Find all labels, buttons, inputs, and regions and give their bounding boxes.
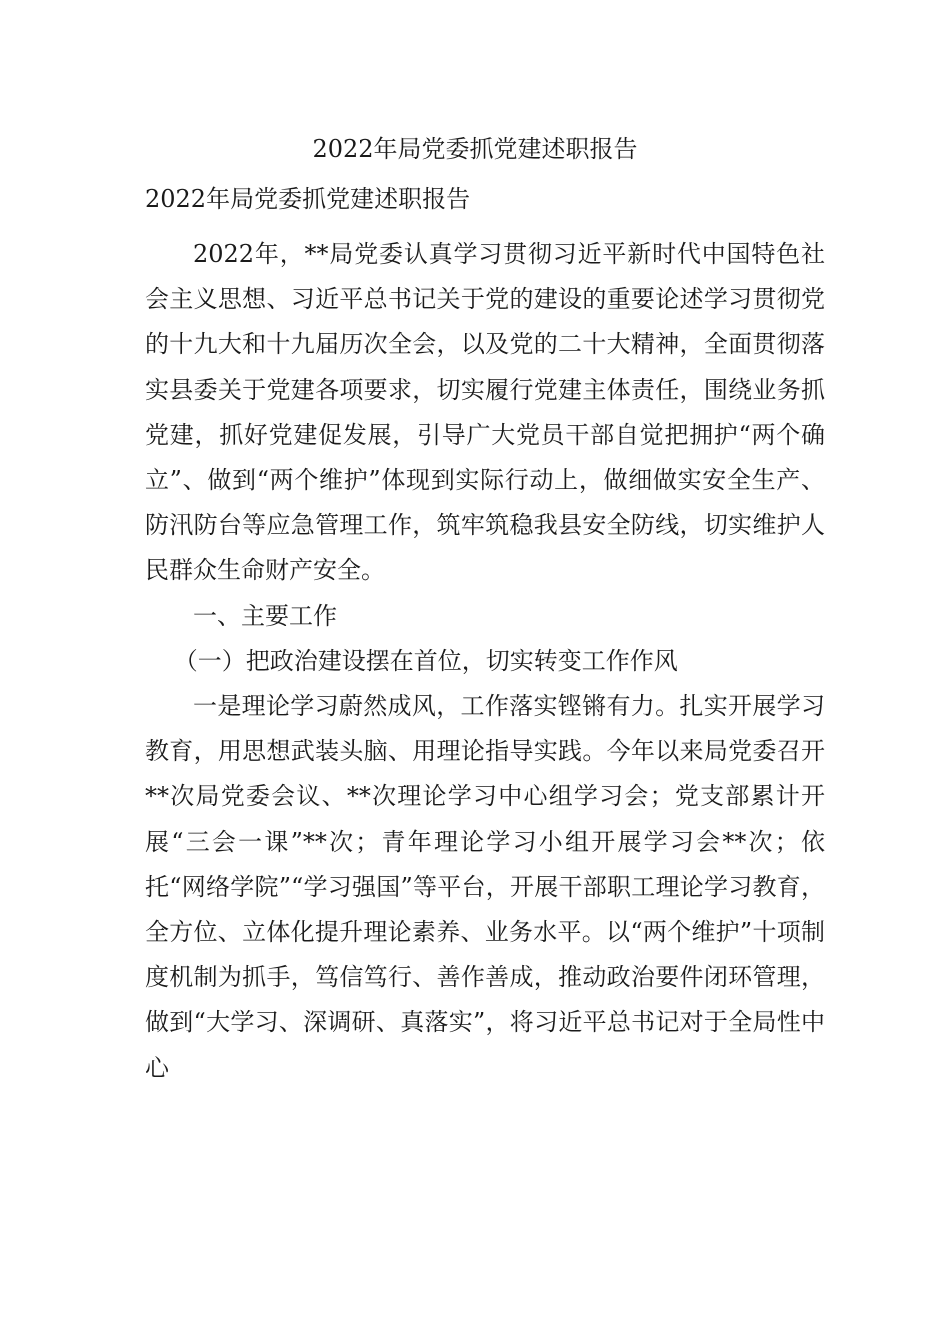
document-subtitle: 2022年局党委抓党建述职报告 [145, 185, 471, 213]
intro-paragraph: 2022年，**局党委认真学习贯彻习近平新时代中国特色社会主义思想、习近平总书记关于党的建设的重要论述学习贯彻党的十九大和十九届历次全会，以及党的二十大精神，全面贯彻落实县委关于党建各项要求，切实履行党建主体责任，围绕业务抓党建，抓好党建促发展，引导广大党员干部自觉把拥护“两个确立”、做到“两个维护”体现到实际行动上，做细做实安全生产、防汛防台等应急管理工作，筑牢筑稳我县安全防线，切实维护人民群众生命财产安全。 [145, 240, 825, 585]
section-heading: 一、主要工作 [193, 601, 337, 630]
body-paragraph: 一是理论学习蔚然成风，工作落实铿锵有力。扎实开展学习教育，用思想武装头脑、用理论指导实践。今年以来局党委召开**次局党委会议、**次理论学习中心组学习会；党支部累计开展“三会一课”**次；青年理论学习小组开展学习会**次；依托“网络学院”“学习强国”等平台，开展干部职工理论学习教育，全方位、立体化提升理论素养、业务水平。以“两个维护”十项制度机制为抓手，笃信笃行、善作善成，推动政治要件闭环管理，做到“大学习、深调研、真落实”，将习近平总书记对于全局性中心 [145, 692, 825, 1082]
section-subheading: （一）把政治建设摆在首位，切实转变工作作风 [173, 646, 678, 675]
document-title: 2022年局党委抓党建述职报告 [312, 135, 638, 163]
document-body [145, 232, 825, 1091]
